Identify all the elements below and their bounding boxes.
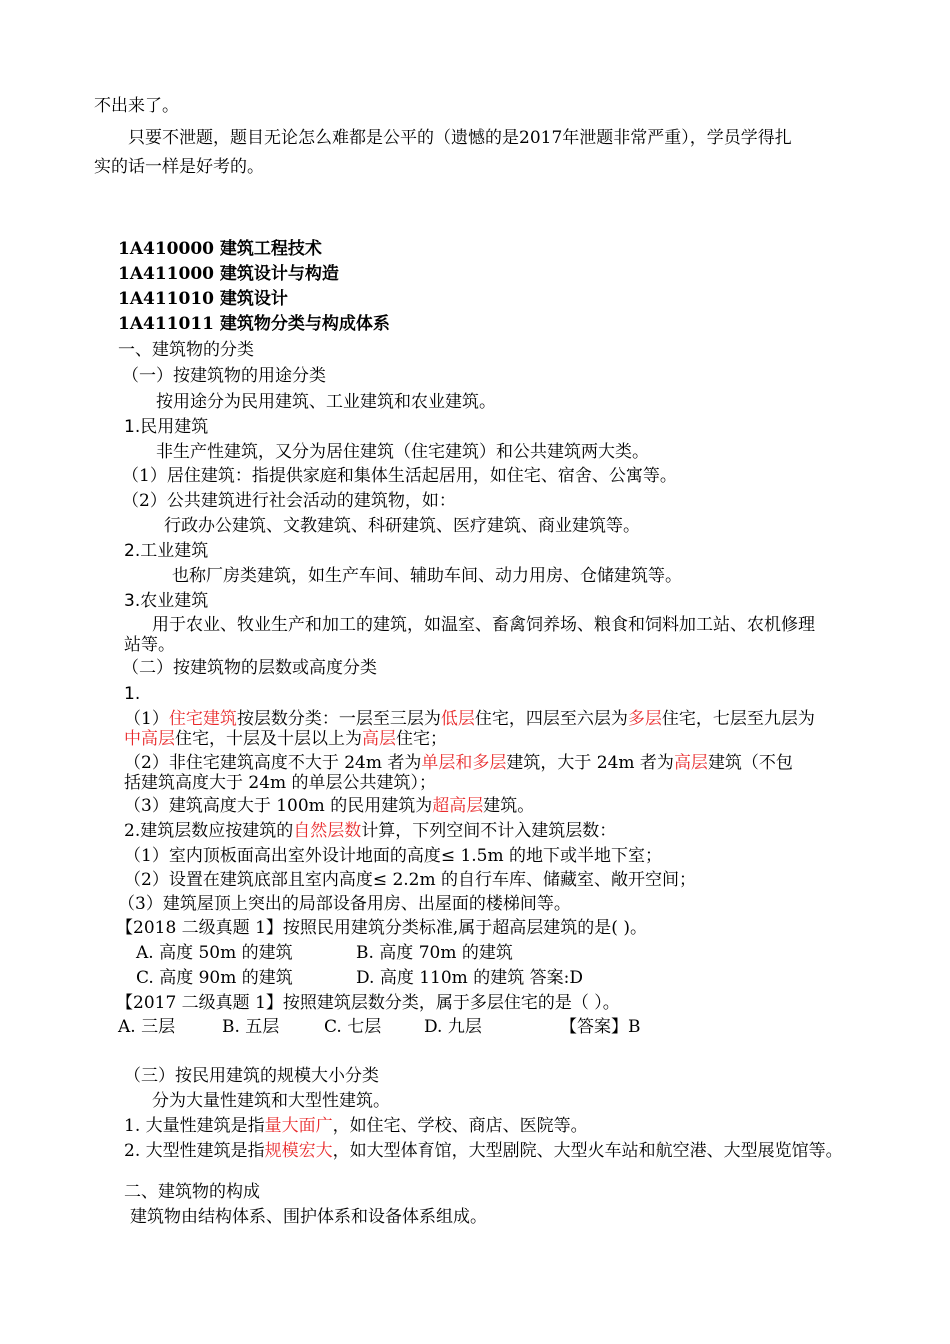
exclusion-3: （3）建筑屋顶上突出的局部设备用房、出屋面的楼梯间等。 <box>118 894 571 914</box>
floors-item-1-number: 1. <box>124 684 141 704</box>
section-title-composition: 二、建筑物的构成 <box>124 1182 260 1202</box>
civil-title: 1.民用建筑 <box>124 417 209 437</box>
question-2017-option-a: A. 三层 <box>118 1017 176 1037</box>
heading-1a411010: 1A411010 建筑设计 <box>118 289 288 309</box>
exclusion-1: （1）室内顶板面高出室外设计地面的高度≤ 1.5m 的地下或半地下室； <box>124 846 663 866</box>
industrial-desc: 也称厂房类建筑，如生产车间、辅助车间、动力用房、仓储建筑等。 <box>172 566 682 586</box>
civil-item-1: （1）居住建筑：指提供家庭和集体生活起居用，如住宅、宿舍、公寓等。 <box>122 466 677 486</box>
by-use-desc: 按用途分为民用建筑、工业建筑和农业建筑。 <box>156 392 496 412</box>
subsection-by-scale: （三）按民用建筑的规模大小分类 <box>124 1066 379 1086</box>
intro-line-2: 只要不泄题，题目无论怎么难都是公平的（遗憾的是2017年泄题非常严重），学员学得扎 <box>128 128 792 148</box>
large-building-line: 2. 大型性建筑是指规模宏大，如大型体育馆，大型剧院、大型火车站和航空港、大型展览馆等。 <box>124 1141 843 1161</box>
question-2017-stem: 【2017 二级真题 1】按照建筑层数分类，属于多层住宅的是（ ）。 <box>116 993 620 1013</box>
question-2018-option-b: B. 高度 70m 的建筑 <box>356 943 513 963</box>
intro-line-1: 不出来了。 <box>94 96 179 116</box>
non-residential-line-1: （2）非住宅建筑高度不大于 24m 者为单层和多层建筑，大于 24m 者为高层建筑（不包 <box>124 753 793 773</box>
question-2017-option-c: C. 七层 <box>324 1017 382 1037</box>
subsection-by-use: （一）按建筑物的用途分类 <box>122 366 326 386</box>
composition-desc: 建筑物由结构体系、围护体系和设备体系组成。 <box>130 1207 487 1227</box>
question-2017-option-d: D. 九层 <box>424 1017 482 1037</box>
heading-1a410000: 1A410000 建筑工程技术 <box>118 239 322 259</box>
question-2017-option-b: B. 五层 <box>222 1017 280 1037</box>
question-2018-option-a: A. 高度 50m 的建筑 <box>136 943 293 963</box>
civil-desc: 非生产性建筑，又分为居住建筑（住宅建筑）和公共建筑两大类。 <box>156 442 649 462</box>
intro-line-3: 实的话一样是好考的。 <box>94 157 264 177</box>
agricultural-desc-2: 站等。 <box>124 635 175 655</box>
exclusion-2: （2）设置在建筑底部且室内高度≤ 2.2m 的自行车库、储藏室、敞开空间； <box>124 870 697 890</box>
subsection-by-floors: （二）按建筑物的层数或高度分类 <box>122 658 377 678</box>
question-2018-option-d: D. 高度 110m 的建筑 答案:D <box>356 968 583 988</box>
non-residential-line-2: 括建筑高度大于 24m 的单层公共建筑）； <box>124 773 437 793</box>
residential-classification-line-1: （1）住宅建筑按层数分类：一层至三层为低层住宅，四层至六层为多层住宅，七层至九层为 <box>124 709 815 729</box>
question-2018-option-c: C. 高度 90m 的建筑 <box>136 968 293 988</box>
by-scale-desc: 分为大量性建筑和大型性建筑。 <box>152 1091 390 1111</box>
question-2017-answer: 【答案】B <box>560 1017 641 1037</box>
agricultural-desc-1: 用于农业、牧业生产和加工的建筑，如温室、畜禽饲养场、粮食和饲料加工站、农机修理 <box>152 615 815 635</box>
agricultural-title: 3.农业建筑 <box>124 591 209 611</box>
heading-1a411000: 1A411000 建筑设计与构造 <box>118 264 339 284</box>
question-2018-stem: 【2018 二级真题 1】按照民用建筑分类标准,属于超高层建筑的是( )。 <box>116 918 647 938</box>
floor-count-rule: 2.建筑层数应按建筑的自然层数计算，下列空间不计入建筑层数： <box>124 821 617 841</box>
super-high-rise-line: （3）建筑高度大于 100m 的民用建筑为超高层建筑。 <box>124 796 535 816</box>
civil-item-2: （2）公共建筑进行社会活动的建筑物，如： <box>122 491 456 511</box>
industrial-title: 2.工业建筑 <box>124 541 209 561</box>
heading-1a411011: 1A411011 建筑物分类与构成体系 <box>118 314 390 334</box>
civil-item-2-list: 行政办公建筑、文教建筑、科研建筑、医疗建筑、商业建筑等。 <box>164 516 640 536</box>
section-title-classification: 一、建筑物的分类 <box>118 340 254 360</box>
residential-classification-line-2: 中高层住宅，十层及十层以上为高层住宅； <box>124 729 447 749</box>
mass-building-line: 1. 大量性建筑是指量大面广，如住宅、学校、商店、医院等。 <box>124 1116 588 1136</box>
